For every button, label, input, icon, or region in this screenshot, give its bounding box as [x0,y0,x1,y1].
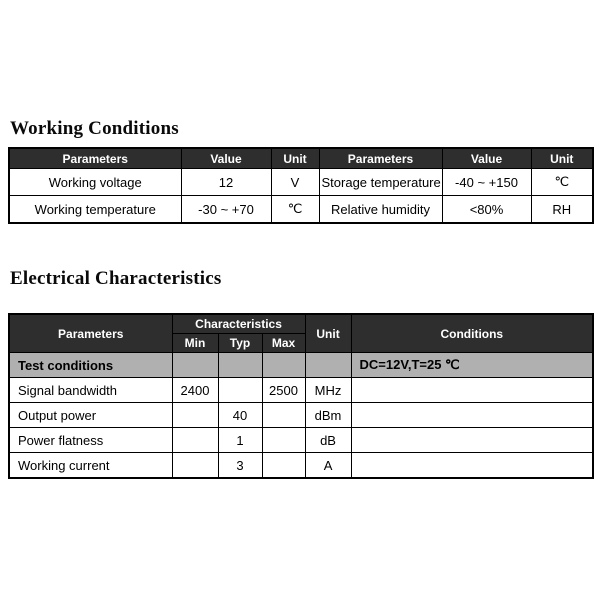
cell-output-power-typ: 40 [218,403,262,428]
working-conditions-title: Working Conditions [10,118,179,139]
cell-power-flatness-max [262,428,305,453]
cell-output-power-unit: dBm [305,403,351,428]
cell-power-flatness-min [172,428,218,453]
col-header-unit: Unit [271,148,319,169]
cell-working-voltage-value: 12 [181,169,271,196]
electrical-characteristics-title: Electrical Characteristics [10,268,222,289]
col-header-parameters-2: Parameters [319,148,442,169]
cell-power-flatness-conditions [351,428,593,453]
cell-working-current-conditions [351,453,593,479]
col-header-parameters: Parameters [9,314,172,353]
cell-working-temperature-label: Working temperature [9,196,181,224]
table-row [9,169,593,196]
cell-storage-temperature-label: Storage temperature [319,169,442,196]
table-row [9,428,593,453]
table-row [9,453,593,479]
col-header-conditions: Conditions [351,314,593,353]
test-conditions-row [9,353,593,378]
cell-output-power-label: Output power [9,403,172,428]
cell-working-current-min [172,453,218,479]
cell-power-flatness-typ: 1 [218,428,262,453]
cell-working-temperature-value: -30 ~ +70 [181,196,271,224]
cell-working-voltage-unit: V [271,169,319,196]
cell-relative-humidity-unit: RH [531,196,593,224]
cell-test-conditions-typ [218,353,262,378]
col-header-value: Value [181,148,271,169]
cell-test-conditions-unit [305,353,351,378]
cell-output-power-max [262,403,305,428]
cell-signal-bandwidth-max: 2500 [262,378,305,403]
cell-signal-bandwidth-min: 2400 [172,378,218,403]
col-header-typ: Typ [218,334,262,353]
cell-working-current-max [262,453,305,479]
cell-storage-temperature-value: -40 ~ +150 [442,169,531,196]
col-header-max: Max [262,334,305,353]
cell-test-conditions-label: Test conditions [9,353,172,378]
table-row [9,196,593,224]
table-row [9,378,593,403]
table-row [9,403,593,428]
working-conditions-table [8,147,594,224]
cell-relative-humidity-value: <80% [442,196,531,224]
cell-signal-bandwidth-label: Signal bandwidth [9,378,172,403]
col-header-characteristics: Characteristics [172,314,305,334]
cell-storage-temperature-unit: ℃ [531,169,593,196]
cell-working-voltage-label: Working voltage [9,169,181,196]
table-header-row [9,148,593,169]
cell-test-conditions-value: DC=12V,T=25 ℃ [351,353,593,378]
cell-output-power-conditions [351,403,593,428]
col-header-unit: Unit [305,314,351,353]
cell-signal-bandwidth-typ [218,378,262,403]
cell-working-current-unit: A [305,453,351,479]
cell-power-flatness-unit: dB [305,428,351,453]
cell-power-flatness-label: Power flatness [9,428,172,453]
col-header-unit-2: Unit [531,148,593,169]
cell-working-temperature-unit: ℃ [271,196,319,224]
col-header-parameters: Parameters [9,148,181,169]
electrical-characteristics-table [8,313,594,479]
cell-relative-humidity-label: Relative humidity [319,196,442,224]
cell-signal-bandwidth-conditions [351,378,593,403]
table-header-row [9,314,593,334]
cell-working-current-typ: 3 [218,453,262,479]
cell-output-power-min [172,403,218,428]
cell-test-conditions-max [262,353,305,378]
cell-test-conditions-min [172,353,218,378]
cell-working-current-label: Working current [9,453,172,479]
col-header-min: Min [172,334,218,353]
col-header-value-2: Value [442,148,531,169]
cell-signal-bandwidth-unit: MHz [305,378,351,403]
